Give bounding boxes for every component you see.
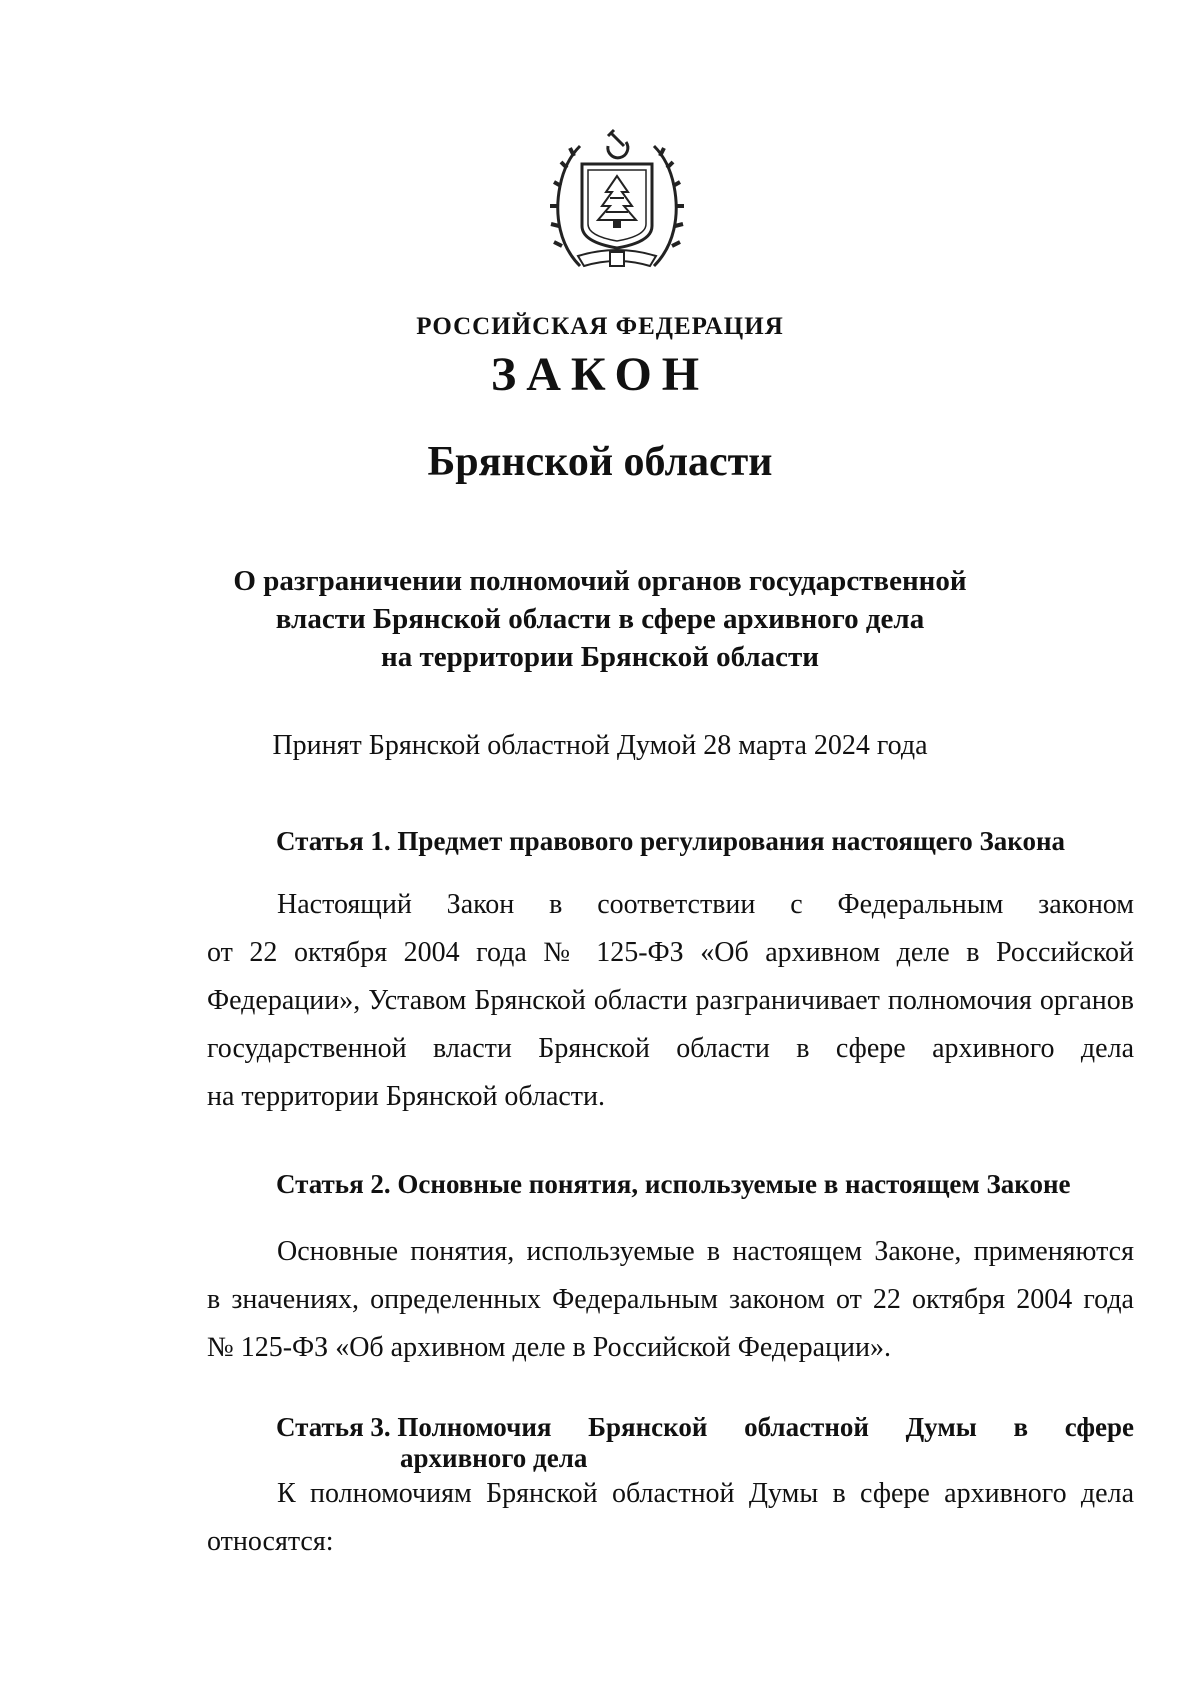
- article-2-heading: Статья 2. Основные понятия, используемые в настоящем Законе: [276, 1169, 1071, 1199]
- text-line: государственной власти Брянской области в сфере архивного дела: [207, 1033, 1134, 1064]
- text-line: относятся:: [207, 1526, 334, 1557]
- adoption-note: Принят Брянской областной Думой 28 марта 2024 года: [272, 730, 928, 761]
- text-line: Настоящий Закон в соответствии с Федеральным законом: [277, 889, 1134, 920]
- heading-word: областной: [744, 1412, 869, 1442]
- text-line: К полномочиям Брянской областной Думы в сфере архивного дела: [277, 1478, 1134, 1509]
- article-3-heading: [276, 1412, 1134, 1474]
- law-title: [0, 562, 1200, 676]
- article-1-text: [207, 881, 1134, 1121]
- article-1-heading: Статья 1. Предмет правового регулирования настоящего Закона: [276, 826, 1066, 856]
- document-type: ЗАКОН: [490, 348, 710, 401]
- law-title-line: на территории Брянской области: [381, 641, 819, 673]
- text-line: в значениях, определенных Федеральным законом от 22 октября 2004 года: [207, 1284, 1134, 1315]
- article-3-text: [207, 1470, 1134, 1566]
- heading-word: Брянской: [588, 1412, 708, 1442]
- text-line: № 125-ФЗ «Об архивном деле в Российской Федерации».: [207, 1332, 891, 1363]
- text-line: от 22 октября 2004 года № 125-ФЗ «Об архивном деле в Российской: [207, 937, 1134, 968]
- heading-line: архивного дела: [400, 1443, 588, 1473]
- coat-of-arms-icon: [550, 126, 684, 276]
- heading-word: сфере: [1064, 1412, 1134, 1442]
- heading-word: в: [1013, 1412, 1029, 1442]
- heading-word: Статья 3. Полномочия: [276, 1412, 552, 1442]
- text-line: Федерации», Уставом Брянской области разграничивает полномочия органов: [207, 985, 1134, 1016]
- article-2-text: [207, 1228, 1134, 1372]
- law-title-line: власти Брянской области в сфере архивного дела: [275, 603, 925, 635]
- law-title-line: О разграничении полномочий органов государственной: [233, 565, 967, 597]
- text-line: Основные понятия, используемые в настоящем Законе, применяются: [277, 1236, 1134, 1267]
- text-line: на территории Брянской области.: [207, 1081, 606, 1112]
- federation-label: РОССИЙСКАЯ ФЕДЕРАЦИЯ: [416, 313, 784, 340]
- region-title: Брянской области: [427, 439, 773, 485]
- heading-word: Думы: [905, 1412, 977, 1442]
